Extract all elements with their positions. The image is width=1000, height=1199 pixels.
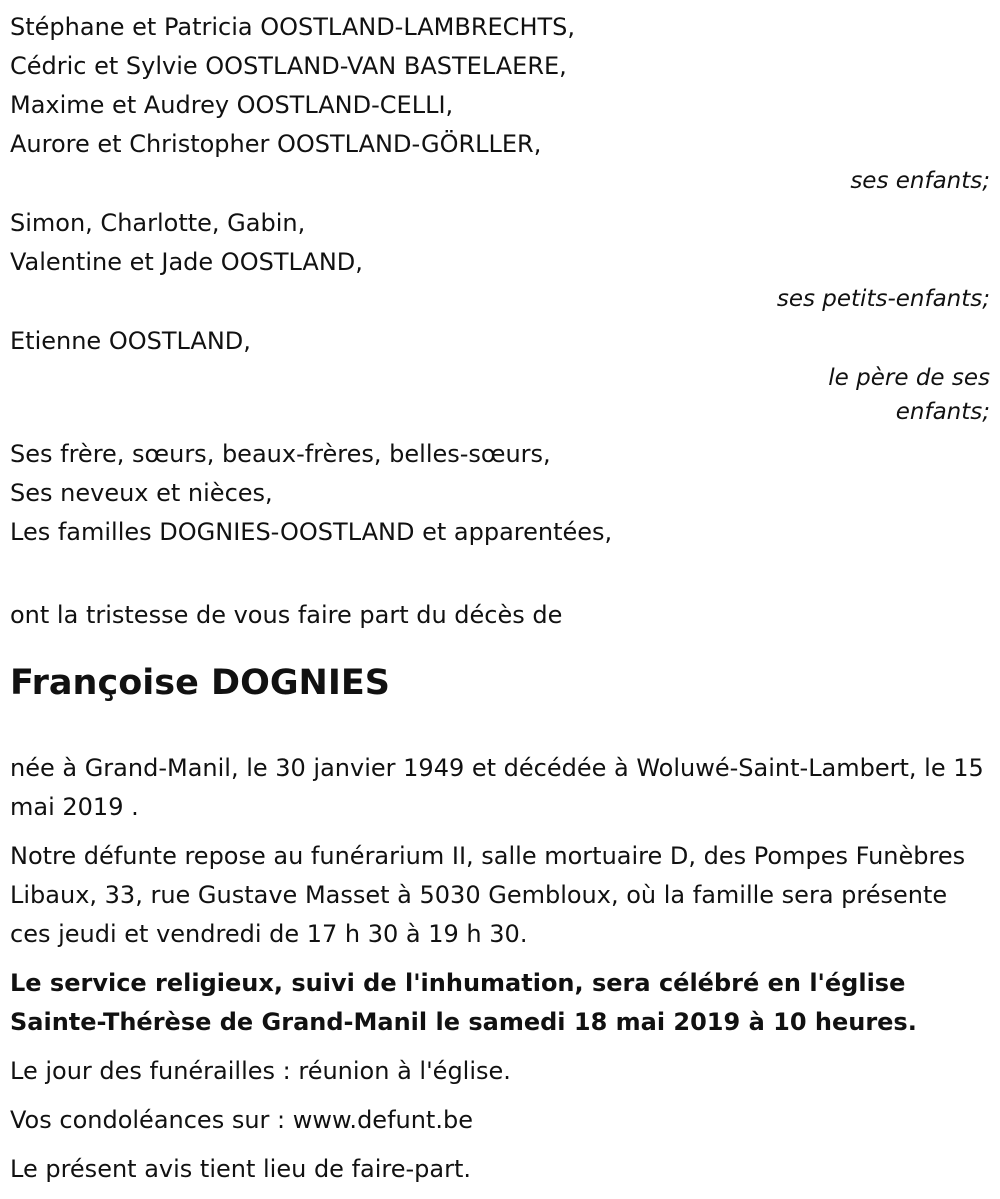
family-line: Les familles DOGNIES-OOSTLAND et apparentées, <box>10 518 613 546</box>
birth-death-details: née à Grand-Manil, le 30 janvier 1949 et décédée à Woluwé-Saint-Lambert, le 15 mai 2019 . <box>10 754 984 821</box>
announcement: ont la tristesse de vous faire part du décès de <box>10 601 563 629</box>
father-role-line-1: le père de ses <box>828 365 990 391</box>
notice-line: Le présent avis tient lieu de faire-part. <box>10 1155 472 1183</box>
family-line: Ses neveux et nièces, <box>10 479 273 507</box>
child-couple: Stéphane et Patricia OOSTLAND-LAMBRECHTS, <box>10 13 576 41</box>
service-details: Le service religieux, suivi de l'inhumation, sera célébré en l'église Sainte-Thérèse de Grand-Manil le samedi 18 mai 2019 à 10 heures. <box>10 969 917 1036</box>
child-couple: Maxime et Audrey OOSTLAND-CELLI, <box>10 91 454 119</box>
children-block <box>10 8 990 198</box>
father-block <box>10 322 990 429</box>
reunion-details: Le jour des funérailles : réunion à l'église. <box>10 1057 511 1085</box>
father-name: Etienne OOSTLAND, <box>10 327 251 355</box>
condolences-line: Vos condoléances sur : www.defunt.be <box>10 1106 473 1134</box>
children-role: ses enfants; <box>850 168 990 194</box>
extended-family-block <box>10 435 990 552</box>
repose-details: Notre défunte repose au funérarium II, salle mortuaire D, des Pompes Funèbres Libaux, 33, rue Gustave Masset à 5030 Gembloux, où la famille sera présente ces jeudi et vendredi de 17 h 30 à 19 h 30. <box>10 842 966 948</box>
deceased-name: Françoise DOGNIES <box>10 663 390 703</box>
grandchildren-line: Simon, Charlotte, Gabin, <box>10 209 306 237</box>
grandchildren-line: Valentine et Jade OOSTLAND, <box>10 248 363 276</box>
child-couple: Aurore et Christopher OOSTLAND-GÖRLLER, <box>10 130 542 158</box>
grandchildren-role: ses petits-enfants; <box>776 286 990 312</box>
grandchildren-block <box>10 204 990 316</box>
father-role-line-2: enfants; <box>895 399 990 425</box>
family-line: Ses frère, sœurs, beaux-frères, belles-sœurs, <box>10 440 551 468</box>
obituary-text <box>10 8 990 1199</box>
child-couple: Cédric et Sylvie OOSTLAND-VAN BASTELAERE, <box>10 52 567 80</box>
